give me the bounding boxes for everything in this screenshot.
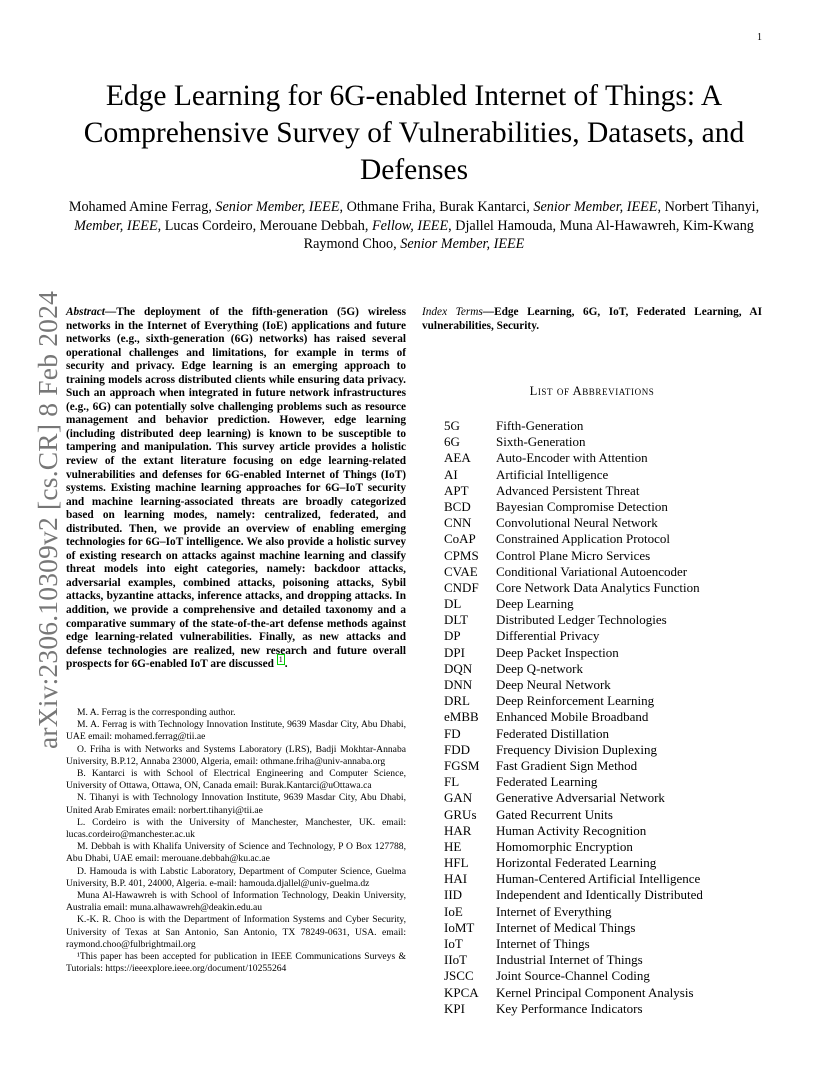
abbreviation-row: [444, 774, 774, 790]
abbreviation-row: [444, 920, 774, 936]
abbreviation-definition: Internet of Things: [496, 936, 590, 951]
abbreviation-row: [444, 887, 774, 903]
author-list: Mohamed Amine Ferrag, Senior Member, IEEE, Othmane Friha, Burak Kantarci, Senior Member, IEEE, Norbert Tihanyi, Member, IEEE, Lucas Cordeiro, Merouane Debbah, Fellow, IEEE, Djallel Hamouda, Muna Al-Hawawreh, Kim-Kwang Raymond Choo, Senior Member, IEEE: [68, 199, 760, 252]
abbreviation-key: IoT: [444, 936, 463, 951]
abbreviation-row: [444, 985, 774, 1001]
abbreviation-key: FGSM: [444, 757, 480, 773]
abbreviation-row: [444, 548, 774, 564]
author-name: Lucas Cordeiro: [164, 217, 253, 234]
abbreviation-key: AEA: [444, 450, 471, 466]
author-role: Senior Member, IEEE: [533, 199, 658, 215]
abbreviation-row: [444, 1001, 774, 1017]
abbreviation-row: [444, 515, 774, 531]
abbreviation-definition: Sixth-Generation: [496, 434, 586, 450]
abbreviation-key: CNDF: [444, 579, 479, 595]
abbreviation-definition: Fifth-Generation: [496, 418, 584, 433]
index-terms-heading: Index Terms: [422, 306, 483, 318]
abbreviation-row: [444, 839, 774, 855]
abbreviation-key: IoE: [444, 903, 463, 919]
footnote: M. Debbah is with Khalifa University of Science and Technology, P O Box 127788, Abu Dhabi, UAE email: merouane.debbah@ku.ac.ae: [66, 841, 406, 865]
abbreviation-definition: Bayesian Compromise Detection: [496, 498, 668, 514]
abbreviation-definition: Enhanced Mobile Broadband: [496, 709, 649, 725]
abbreviation-definition: Distributed Ledger Technologies: [496, 612, 667, 628]
abbreviation-key: eMBB: [444, 709, 479, 725]
abbreviation-definition: Joint Source-Channel Coding: [496, 968, 650, 984]
footnote: L. Cordeiro is with the University of Manchester, Manchester, UK. email: lucas.cordeiro@manchester.ac.uk: [66, 816, 406, 841]
abbreviation-key: AI: [444, 466, 458, 482]
abbreviation-definition: Federated Distillation: [496, 725, 610, 741]
footnote: N. Tihanyi is with Technology Innovation Institute, 9639 Masdar City, Abu Dhabi, United Arab Emirates email: norbert.tihanyi@tii.ae: [66, 792, 406, 816]
author-name: Kim-Kwang Raymond Choo: [303, 217, 754, 252]
abbreviation-definition: Horizontal Federated Learning: [496, 855, 657, 871]
abbreviation-definition: Human Activity Recognition: [496, 822, 647, 838]
abbreviation-key: KPI: [444, 1000, 465, 1016]
abbreviation-row: [444, 628, 774, 644]
abbreviation-definition: Independent and Identically Distributed: [496, 887, 703, 903]
abbreviation-key: APT: [444, 482, 469, 498]
abbreviation-definition: Deep Reinforcement Learning: [496, 693, 655, 709]
page-number: 1: [757, 32, 762, 43]
abbreviation-key: HAR: [444, 822, 472, 838]
abbreviation-key: IIoT: [444, 952, 468, 968]
abbreviation-key: GRUs: [444, 806, 477, 822]
abbreviation-definition: Human-Centered Artificial Intelligence: [496, 871, 701, 887]
abbreviation-row: [444, 952, 774, 968]
abbreviation-key: GAN: [444, 790, 473, 806]
abbreviation-row: [444, 807, 774, 823]
abbreviation-key: DRL: [444, 693, 470, 709]
abbreviation-definition: Advanced Persistent Threat: [496, 482, 640, 498]
abbreviation-row: [444, 693, 774, 709]
abstract: [66, 306, 406, 672]
abbreviation-definition: Homomorphic Encryption: [496, 838, 633, 854]
abbreviation-key: CVAE: [444, 563, 478, 579]
author-role: Member, IEEE: [74, 217, 158, 234]
index-terms: [422, 306, 762, 333]
abstract-text: —The deployment of the fifth-generation (5G) wireless networks in the Internet of Everything (IoE) applications and future networks (e.g., sixth-generation (6G) networks) has raised several operational challenges and limitations, for example in terms of security and privacy. Edge learning is an emerging approach to training models across distributed clients while ensuring data privacy. Such an approach when integrated in future network infrastructures (e.g., 6G) can potentially solve challenging problems such as resource management and behavior prediction. However, edge learning (including distributed deep learning) is known to be susceptible to tampering and manipulation. This survey article provides a holistic review of the extant literature focusing on edge learning-related vulnerabilities and defenses for 6G-enabled Internet of Things (IoT) systems. Existing machine learning approaches for 6G–IoT security and machine learning-associated threats are broadly categorized based on learning modes, namely: centralized, federated, and distributed. Then, we provide an overview of enabling emerging technologies for 6G–IoT intelligence. We also provide a holistic survey of existing research on attacks against machine learning and classify threat models into eight categories, namely: backdoor attacks, adversarial examples, combined attacks, poisoning attacks, Sybil attacks, byzantine attacks, inference attacks, and dropping attacks. In addition, we provide a comprehensive and detailed taxonomy and a comparative summary of the state-of-the-art defense methods against edge learning-related vulnerabilities. Finally, as new attacks and defense technologies are realized, new research and future overall prospects for 6G-enabled IoT are discussed: [66, 306, 406, 671]
abbreviation-row: [444, 612, 774, 628]
abbreviation-row: [444, 742, 774, 758]
abbreviation-row: [444, 726, 774, 742]
author-name: Merouane Debbah: [259, 217, 365, 234]
abbreviation-definition: Control Plane Micro Services: [496, 547, 651, 563]
abbreviation-definition: Deep Q-network: [496, 660, 583, 676]
abbreviation-row: [444, 467, 774, 483]
abbreviations-heading: List of Abbreviations: [529, 384, 655, 398]
abbreviation-definition: Frequency Division Duplexing: [496, 741, 658, 757]
footnote: K.-K. R. Choo is with the Department of Information Systems and Cyber Security, University of Texas at San Antonio, San Antonio, TX 78249-0631, USA. email: raymond.choo@fulbrightmail.org: [66, 914, 406, 950]
abbreviation-key: JSCC: [444, 968, 474, 984]
abbreviation-key: FDD: [444, 741, 471, 757]
abbreviation-key: FL: [444, 774, 460, 790]
abbreviation-row: [444, 709, 774, 725]
abstract-end: .: [284, 658, 288, 671]
abbreviation-row: [444, 855, 774, 871]
abbreviation-key: IID: [444, 887, 463, 903]
abbreviation-definition: Fast Gradient Sign Method: [496, 757, 638, 773]
abstract-heading: Abstract: [66, 306, 105, 318]
abbreviation-key: FD: [444, 725, 461, 741]
abbreviation-row: [444, 677, 774, 693]
abbreviation-row: [444, 871, 774, 887]
abbreviation-key: BCD: [444, 498, 471, 514]
abbreviation-row: [444, 531, 774, 547]
abbreviation-key: HAI: [444, 871, 468, 887]
abbreviation-key: CoAP: [444, 531, 476, 547]
abbreviation-definition: Differential Privacy: [496, 628, 600, 644]
abbreviation-key: DL: [444, 596, 462, 612]
abbreviation-row: [444, 564, 774, 580]
abbreviation-row: [444, 434, 774, 450]
abbreviation-definition: Generative Adversarial Network: [496, 790, 665, 806]
author-name: Burak Kantarci: [439, 199, 527, 215]
abbreviation-key: HE: [444, 838, 462, 854]
abbreviation-key: DNN: [444, 677, 473, 692]
abbreviation-row: [444, 418, 774, 434]
abbreviation-row: [444, 823, 774, 839]
abbreviation-key: 6G: [444, 434, 460, 450]
abbreviation-row: [444, 645, 774, 661]
abbreviation-definition: Conditional Variational Autoencoder: [496, 563, 688, 579]
abbreviation-row: [444, 499, 774, 515]
abbreviations-list: [444, 418, 774, 1017]
abbreviation-row: [444, 580, 774, 596]
abbreviation-definition: Kernel Principal Component Analysis: [496, 984, 694, 1000]
abbreviation-definition: Deep Learning: [496, 596, 574, 612]
abbreviation-key: KPCA: [444, 984, 479, 1000]
abbreviation-definition: Internet of Medical Things: [496, 919, 636, 935]
abbreviation-key: 5G: [444, 418, 460, 433]
abbreviation-key: HFL: [444, 855, 469, 871]
abbreviation-key: IoMT: [444, 919, 475, 935]
abbreviation-definition: Federated Learning: [496, 774, 598, 790]
author-role: Senior Member, IEEE: [215, 199, 340, 215]
abbreviation-definition: Artificial Intelligence: [496, 466, 609, 482]
abbreviation-definition: Auto-Encoder with Attention: [496, 450, 648, 466]
author-name: Mohamed Amine Ferrag: [68, 199, 209, 215]
abbreviation-key: CNN: [444, 515, 472, 531]
abbreviation-row: [444, 450, 774, 466]
abbreviation-key: CPMS: [444, 547, 479, 563]
footnote: M. A. Ferrag is the corresponding author.: [77, 707, 236, 718]
abbreviation-definition: Deep Packet Inspection: [496, 644, 619, 660]
author-name: Muna Al-Hawawreh: [559, 217, 676, 234]
footnote: ¹This paper has been accepted for publication in IEEE Communications Surveys & Tutorials: https://ieeexplore.ieee.org/document/10255264: [66, 951, 406, 975]
abbreviation-row: [444, 936, 774, 952]
author-role: Senior Member, IEEE: [400, 236, 525, 252]
abbreviation-key: DPI: [444, 644, 465, 660]
abbreviation-definition: Convolutional Neural Network: [496, 515, 658, 531]
abbreviation-row: [444, 968, 774, 984]
abbreviation-row: [444, 483, 774, 499]
abbreviation-definition: Constrained Application Protocol: [496, 531, 671, 547]
abbreviation-definition: Core Network Data Analytics Function: [496, 579, 700, 595]
footnote: B. Kantarci is with School of Electrical Engineering and Computer Science, University of Ottawa, Ottawa, ON, Canada email: Burak.Kantarci@uOttawa.ca: [66, 768, 406, 792]
abbreviation-definition: Key Performance Indicators: [496, 1000, 643, 1016]
abbreviation-definition: Gated Recurrent Units: [496, 806, 613, 822]
abbreviation-definition: Deep Neural Network: [496, 677, 611, 692]
footnote: Muna Al-Hawawreh is with School of Information Technology, Deakin University, Australia email: muna.alhawawreh@deakin.edu.au: [66, 890, 406, 914]
abbreviation-key: DP: [444, 628, 461, 644]
arxiv-identifier: arXiv:2306.10309v2 [cs.CR] 8 Feb 2024: [32, 290, 63, 750]
abbreviation-row: [444, 596, 774, 612]
author-role: Fellow, IEEE: [371, 217, 449, 234]
footnote: M. A. Ferrag is with Technology Innovation Institute, 9639 Masdar City, Abu Dhabi, UAE email: mohamed.ferrag@tii.ae: [66, 719, 406, 743]
abbreviation-key: DQN: [444, 660, 473, 676]
abbreviation-row: [444, 661, 774, 677]
abbreviation-definition: Industrial Internet of Things: [496, 952, 643, 968]
abbreviation-key: DLT: [444, 612, 469, 628]
abbreviation-row: [444, 758, 774, 774]
footnotes: [66, 707, 406, 975]
abbreviation-row: [444, 904, 774, 920]
author-name: Norbert Tihanyi: [664, 199, 756, 215]
author-name: Othmane Friha: [346, 199, 433, 215]
footnote: O. Friha is with Networks and Systems Laboratory (LRS), Badji Mokhtar-Annaba University, B.P.12, Annaba 23000, Algeria, email: othmane.friha@univ-annaba.org: [66, 743, 406, 767]
abbreviation-row: [444, 790, 774, 806]
footnote: D. Hamouda is with Labstic Laboratory, Department of Computer Science, Guelma University, B.P. 401, 24000, Algeria. e-mail: hamouda.djallel@univ-guelma.dz: [66, 865, 406, 889]
footnote-link[interactable]: 1: [278, 655, 283, 665]
paper-title: Edge Learning for 6G-enabled Internet of Things: A Comprehensive Survey of Vulnerabilities, Datasets, and Defenses: [83, 80, 745, 186]
author-name: Djallel Hamouda: [455, 217, 553, 234]
index-terms-text: —Edge Learning, 6G, IoT, Federated Learning, AI vulnerabilities, Security.: [422, 306, 762, 332]
abbreviation-definition: Internet of Everything: [496, 903, 612, 919]
